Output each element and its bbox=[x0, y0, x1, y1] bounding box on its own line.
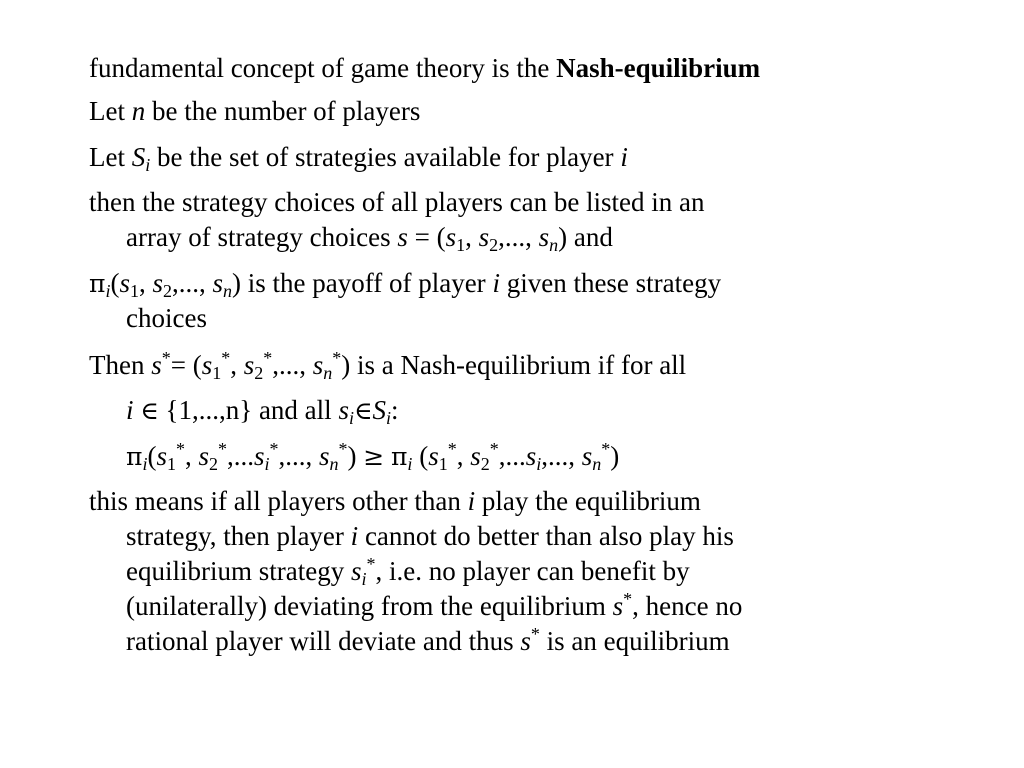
interpretation-line-5: rational player will deviate and thus s* is an equilibrium bbox=[126, 624, 730, 656]
intro-line bbox=[89, 51, 969, 86]
strategy-array-formula: $s = (s_1$, $s_2$,..., $s_n$) bbox=[397, 222, 568, 255]
nash-equilibrium-term: Nash-equilibrium bbox=[556, 53, 761, 83]
payoff-paragraph bbox=[89, 266, 969, 336]
interpretation-line-4: (unilaterally) deviating from the equilibrium s*, hence no bbox=[126, 589, 743, 621]
let-word: Let bbox=[89, 96, 125, 126]
payoff-line-1: $\pi_i(s_1$, $s_2$,..., $s_n$) is the payoff of player i given these strategy bbox=[89, 268, 722, 301]
payoff-formula: $\pi_i(s_1$, $s_2$,..., $s_n$) bbox=[89, 268, 241, 301]
quantifier-line: i ∈ {1,...,n} and all $s_i\in S_i$: bbox=[126, 395, 399, 428]
strategy-set-symbol: $S_i$ bbox=[131, 142, 151, 175]
players-text: be the number of players bbox=[151, 96, 421, 126]
equilibrium-symbol: s* bbox=[520, 624, 540, 656]
strategy-array-line-1: then the strategy choices of all players can be listed in an bbox=[89, 187, 705, 217]
strategy-array-paragraph bbox=[89, 185, 969, 255]
interpretation-line-1: this means if all players other than i play the equilibrium bbox=[89, 486, 701, 516]
player-index-set: i ∈ {1,...,n} bbox=[126, 395, 253, 425]
strategy-set-definition bbox=[89, 140, 969, 175]
interpretation-line-2: strategy, then player i cannot do better than also play his bbox=[126, 521, 734, 551]
nash-profile-formula: $s^*= (s_1^*$, $s_2^*$,..., $s_n^*$) bbox=[151, 348, 351, 383]
n-variable: n bbox=[131, 96, 146, 126]
players-definition bbox=[89, 94, 969, 129]
strategy-set-text: be the set of strategies available for player bbox=[157, 142, 614, 172]
intro-text: fundamental concept of game theory is the bbox=[89, 53, 550, 83]
strategy-membership: $s_i\in S_i$: bbox=[338, 395, 399, 428]
nash-definition-line: Then $s^*= (s_1^*$, $s_2^*$,..., $s_n^*$) is a Nash-equilibrium if for all bbox=[89, 348, 687, 383]
equilibrium-symbol: s* bbox=[612, 589, 633, 621]
strategy-array-line-2: array of strategy choices $s = (s_1$, $s_2$,..., $s_n$) and bbox=[126, 222, 613, 255]
payoff-line-2: choices bbox=[126, 303, 207, 333]
nash-inequality-formula: $\pi_i(s_1^*$, $s_2^*,...s_i^*$,..., $s_n^*) \ge \pi_i$ ($s_1^*$, $s_2^*,...s_i$,..., $s_n^*$) bbox=[126, 439, 620, 474]
let-word: Let bbox=[89, 142, 125, 172]
interpretation-paragraph bbox=[89, 484, 969, 659]
interpretation-line-3: equilibrium strategy $s_i^*$, i.e. no player can benefit by bbox=[126, 554, 690, 589]
player-variable: i bbox=[620, 142, 628, 172]
nash-inequality bbox=[89, 439, 1006, 474]
equilibrium-strategy-symbol: $s_i^*$ bbox=[350, 554, 376, 589]
